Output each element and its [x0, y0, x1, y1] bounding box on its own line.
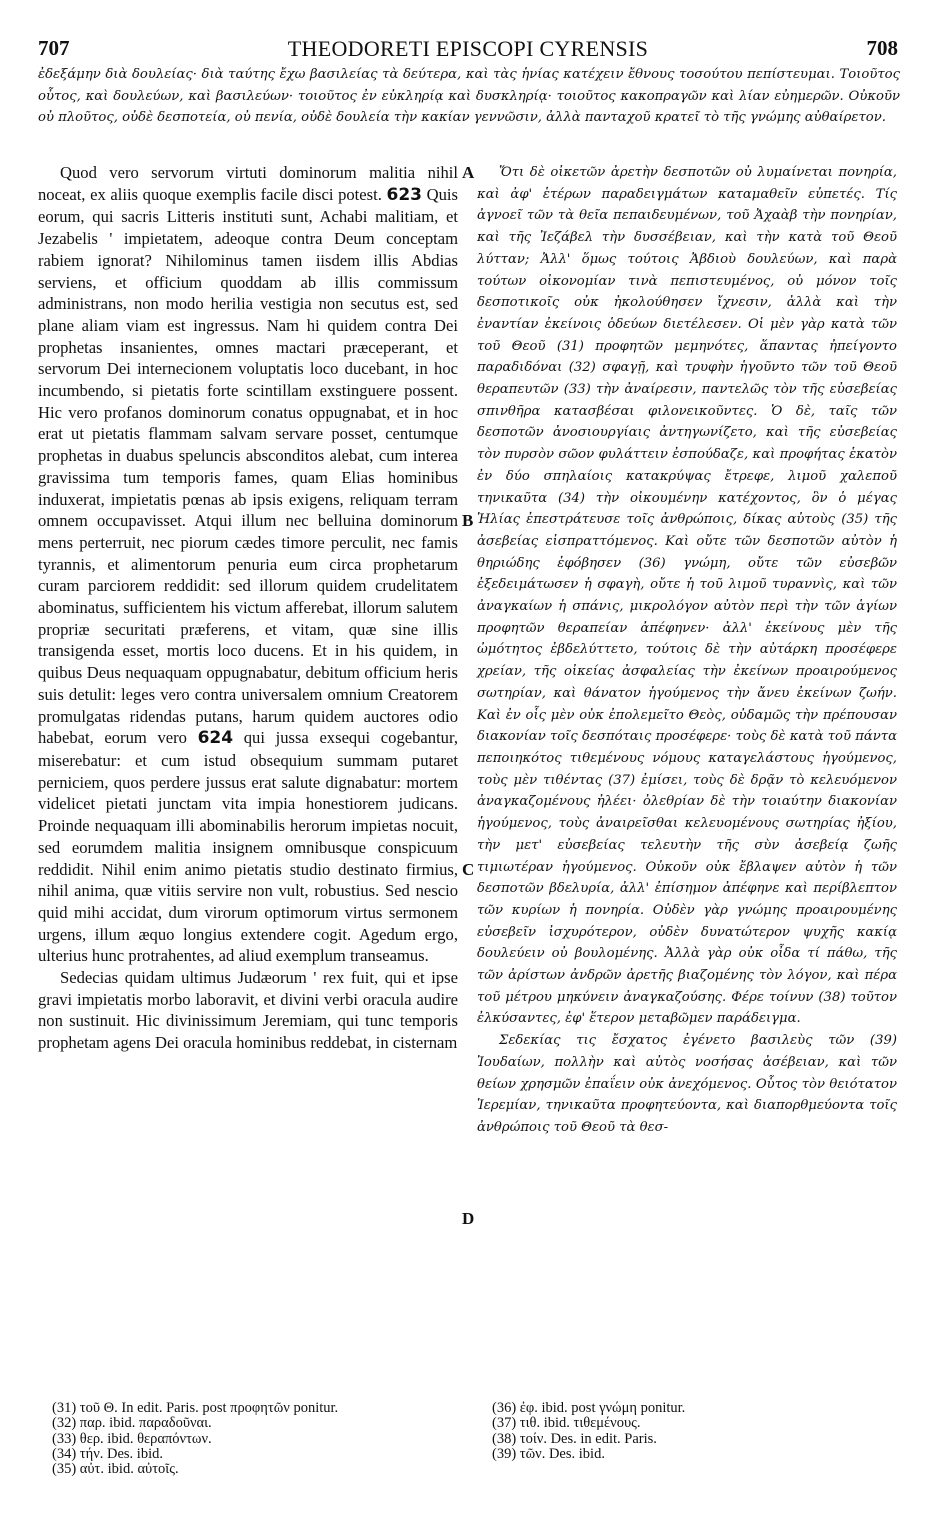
latin-paragraph-2: Sedecias quidam ultimus Judæorum ' rex fuit, qui et ipse gravi impietatis morbo laboravit, et divini verbi oracula audire non sustinuit. Hic divinissimum Jeremiam, qui tunc temporis prophetam agens Dei oracula hominibus reddebat, in cisternam	[38, 968, 458, 1053]
footnote: (34) τήν. Des. ibid.	[52, 1445, 163, 1462]
footnote: (33) θερ. ibid. θεραπόντων.	[52, 1430, 212, 1447]
latin-text-b: Quis eorum, qui sacris Litteris instituti sunt, Achabi malitiam, et Jezabelis ' impietatem, adeoque contra Deum conceptam rabiem ignorat? Nihilominus tamen iisdem illis Abdias serviens, et officium quoddam ab illis commissum administrans, non modo herilia vestigia non secutus est, sed plane aliam viam est ingressus. Nam hi quidem contra Dei prophetas insanientes, omnes mactari præceperant, et servorum Dei internecionem voluptatis loco ducebant, in hoc incumbendo, si pietatis forte scintillam exstinguere possent. Hic vero profanos dominorum conatus oppugnabat, et in hoc erat ut pietatis flammam salvam servare posset, centumque prophetas in duabus speluncis absconditos alebat, cum interea gravissima tum temporis fames, quam Elias hominibus induxerat, impietatis pœnas ab ipsis exigens, reliquam terram omnem occupavisset. Atqui illum nec belluina dominorum mens perterruit, nec piorum cædes timore perculit, nec famis tyrannis, et alimentorum penuria eum circa prophetarum curam parciorem reddidit: sed illorum quidem crudelitatem abominatus, sufficientem his victum afferebat, illorum salutem propriæ securitati præferens, et vitam, quæ sine illis transigenda esset, mortis loco ducens. Et in his quidem, in quibus Deus nequaquam oppugnabatur, debitum officium heris suis detulit: leges vero contra universalem omnium Creatorem promulgatas ridendas putans, harum quidem auctores odio habebat, eorum vero	[38, 184, 459, 748]
latin-text-a: Quod vero servorum virtuti dominorum malitia nihil noceat, ex aliis quoque exemplis facile disci potest.	[38, 163, 458, 204]
greek-column	[477, 162, 897, 1139]
running-title: THEODORETI EPISCOPI CYRENSIS	[287, 36, 649, 61]
latin-paragraph-1	[38, 162, 458, 967]
greek-paragraph-1: Ὅτι δὲ οἰκετῶν ἀρετὴν δεσποτῶν οὐ λυμαίνεται πονηρία, καὶ ἀφ' ἑτέρων παραδειγμάτων καταμαθεῖν εὐπετές. Τίς ἀγνοεῖ τῶν τὰ θεῖα πεπαιδευμένων, τοῦ Ἀχαὰβ τὴν πονηρίαν, καὶ τῆς Ἰεζάβελ τὴν δυσσέβειαν, καὶ τὴν κατὰ τοῦ Θεοῦ λύτταν; Ἀλλ' ὅμως τούτοις Ἀβδιοὺ δουλεύων, καὶ παρὰ τούτων οἰκονομίαν τινὰ πεπιστευμένος, οὐ μόνον τοῖς δεσποτικοῖς οὐκ ἠκολούθησεν ἴχνεσιν, ἀλλὰ καὶ τὴν ἐναντίαν ἐκείνοις ὁδεύων διετέλεσεν. Οἱ μὲν γὰρ κατὰ τῶν τοῦ Θεοῦ (31) προφητῶν μεμηνότες, ἅπαντας ἠπείγοντο παραδιδόναι (32) σφαγῇ, καὶ τρυφὴν ἡγοῦντο τῶν τοῦ Θεοῦ θεραπευτῶν (33) τὴν ἀναίρεσιν, παντελῶς τὸν τῆς εὐσεβείας σπινθῆρα κατασβέσαι φιλονεικοῦντες. Ὁ δὲ, ταῖς τῶν δεσποτῶν ἀνοσιουργίαις ἀντηγωνίζετο, καὶ τῆς εὐσεβείας τὸν πυρσὸν σῶον φυλάττειν ἐσπούδαζε, καὶ προφήτας ἑκατὸν ἐν δύο σπηλαίοις κατακρύψας ἔτρεφε, λιμοῦ χαλεποῦ τηνικαῦτα (34) τὴν οἰκουμένην κατέχοντος, ὃν ὁ μέγας Ἠλίας ἐπεστράτευσε τοῖς ἀνθρώποις, δίκας αὐτοὺς (35) τῆς ἀσεβείας εἰσπραττόμενος. Καὶ οὔτε τῶν δεσποτῶν αὐτὸν ἡ θηριώδης ἐφόβησεν (36) γνώμη, οὔτε τῶν εὐσεβῶν ἐξεδειμάτωσεν ἡ σφαγὴ, οὔτε ἡ τοῦ λιμοῦ τυραννὶς, καὶ τῶν ἀναγκαίων ἡ σπάνις, μικρολόγον αὐτὸν περὶ τὴν τῶν ἁγίων προφητῶν θεραπείαν ἀπέφηνεν· ἀλλ' ἐκείνους μὲν τῆς ὠμότητος ἐβδελύττετο, τούτοις δὲ τὴν αὐτάρκη προσέφερε χρείαν, τῆς οἰκείας ἀσφαλείας τὴν ἐκείνων προαιρούμενος σωτηρίαν, καὶ θάνατον ἡγούμενος τὴν ἄνευ ἐκείνων ζωήν. Καὶ ἐν οἷς μὲν οὐκ ἐπολεμεῖτο Θεὸς, οὐδαμῶς τὴν πρέπουσαν διακονίαν τοῖς δεσπόταις προσέφερε· τοὺς δὲ κατὰ τοῦ πάντα πεποιηκότος τιθεμένους νόμους καταγελάστους ἡγούμενος, τοὺς μὲν τιθέντας (37) ἐμίσει, τοὺς δὲ δρᾷν τὸ κελευόμενον ἀναγκαζομένους ἠλέει· ὀλεθρίαν δὲ τὴν τοιαύτην διακονίαν ἡγούμενος, τοὺς ἀναιρεῖσθαι κελευομένους σωτηρίας ἠξίου, τὴν μετ' εὐσεβείας τελευτὴν τῆς σὺν ἀσεβείᾳ ζωῆς τιμιωτέραν ἡγούμενος. Οὐκοῦν οὐκ ἔβλαψεν αὐτὸν ἡ τῶν δεσποτῶν βδελυρία, ἀλλ' ἐπίσημον ἀπέφηνε καὶ περίβλεπτον τῶν κυρίων ἡ πονηρία. Οὐδὲν γὰρ γνώμης προαιρουμένης εὐσεβεῖν ἰσχυρότερον, οὐδὲν δυνατώτερον ψυχῆς κακίᾳ δουλεύειν οὐ βουλομένης. Ἀλλὰ γὰρ οὐκ οἶδα τί πάθω, τῆς τῶν ἀρίστων ἀνδρῶν ἀρετῆς βιαζομένης τὸν λόγον, καὶ πέρα τοῦ μέτρου μηκύνειν ἀναγκαζούσης. Φέρε τοίνυν (38) τοῦτον ἐλκύσαντες, ἐφ' ἕτερον μεταβῶμεν παράδειγμα.	[477, 165, 897, 1027]
latin-column	[38, 162, 458, 1054]
section-marker-a: A	[462, 163, 475, 182]
footnote: (35) αὐτ. ibid. αὐτοῖς.	[52, 1461, 179, 1478]
footnote: (39) τῶν. Des. ibid.	[492, 1445, 605, 1462]
latin-text-c: qui jussa exsequi cogebantur, miserebatur: et cum istud obsequium summam putaret perniciem, quos perdere jussus erat salute dignabatur: mortem videlicet pietati junctam vita impia honestiorem judicans. Proinde nequaquam illi abominabilis herorum impietas nocuit, sed eorumdem malitia insignem omnibusque conspicuum reddidit. Nihil enim animo pietatis studio destinato firmius, nihil anima, quæ vitiis servire non vult, robustius. Sed nescio quid mihi accidat, dum virorum optimorum virtus sermonem urgens, illum æquo longius extendere cogit. Agedum ergo, ulterius hunc protrahentes, ad aliud exemplum transeamus.	[38, 728, 458, 966]
column-number-623: 623	[386, 184, 423, 205]
footnote: (32) παρ. ibid. παραδοῦναι.	[52, 1415, 212, 1432]
greek-continuation: ἐδεξάμην διὰ δουλείας· διὰ ταύτης ἔχω βασιλείας τὰ δεύτερα, καὶ τὰς ἡνίας κατέχειν ἔθνους τοσούτου πεπίστευμαι. Τοιοῦτος οὗτος, καὶ δουλεύων, καὶ βασιλεύων· τοιοῦτος ἐν εὐκληρίᾳ καὶ δυσκληρίᾳ· τοιοῦτος κακοπραγῶν καὶ λίαν εὐημερῶν. Οὐκοῦν οὐ πλοῦτος, οὐδὲ δεσποτεία, οὐ πενία, οὐδὲ δουλεία τὴν κακίαν γεννῶσιν, ἀλλὰ πανταχοῦ κρατεῖ τὸ τῆς γνώμης αὐθαίρετον.	[38, 67, 900, 126]
footnote: (31) τοῦ Θ. In edit. Paris. post προφητῶν ponitur.	[52, 1400, 339, 1416]
footnote: (36) ἐφ. ibid. post γνώμη ponitur.	[492, 1400, 686, 1416]
footnotes-left	[52, 1401, 452, 1477]
section-marker-c: C	[462, 860, 475, 879]
column-number-624: 624	[197, 728, 234, 749]
greek-paragraph-2: Σεδεκίας τις ἔσχατος ἐγένετο βασιλεὺς τῶν (39) Ἰουδαίων, πολλὴν καὶ αὐτὸς νοσήσας ἀσέβειαν, καὶ τῶν θείων χρησμῶν ἐπαΐειν οὐκ ἀνεχόμενος. Οὗτος τὸν θειότατον Ἱερεμίαν, τηνικαῦτα προφητεύοντα, καὶ διαπορθμεύοντα τοῖς ἀνθρώποις τοῦ Θεοῦ τὰ θεσ-	[477, 1033, 897, 1135]
page-header	[38, 36, 898, 62]
section-marker-b: B	[462, 511, 474, 530]
left-page-number: 707	[38, 36, 70, 60]
section-marker-d: D	[462, 1209, 475, 1228]
footnotes-right	[492, 1401, 892, 1462]
footnote: (37) τιθ. ibid. τιθεμένους.	[492, 1415, 641, 1432]
footnote: (38) τοίν. Des. in edit. Paris.	[492, 1430, 657, 1447]
right-page-number: 708	[866, 36, 898, 60]
